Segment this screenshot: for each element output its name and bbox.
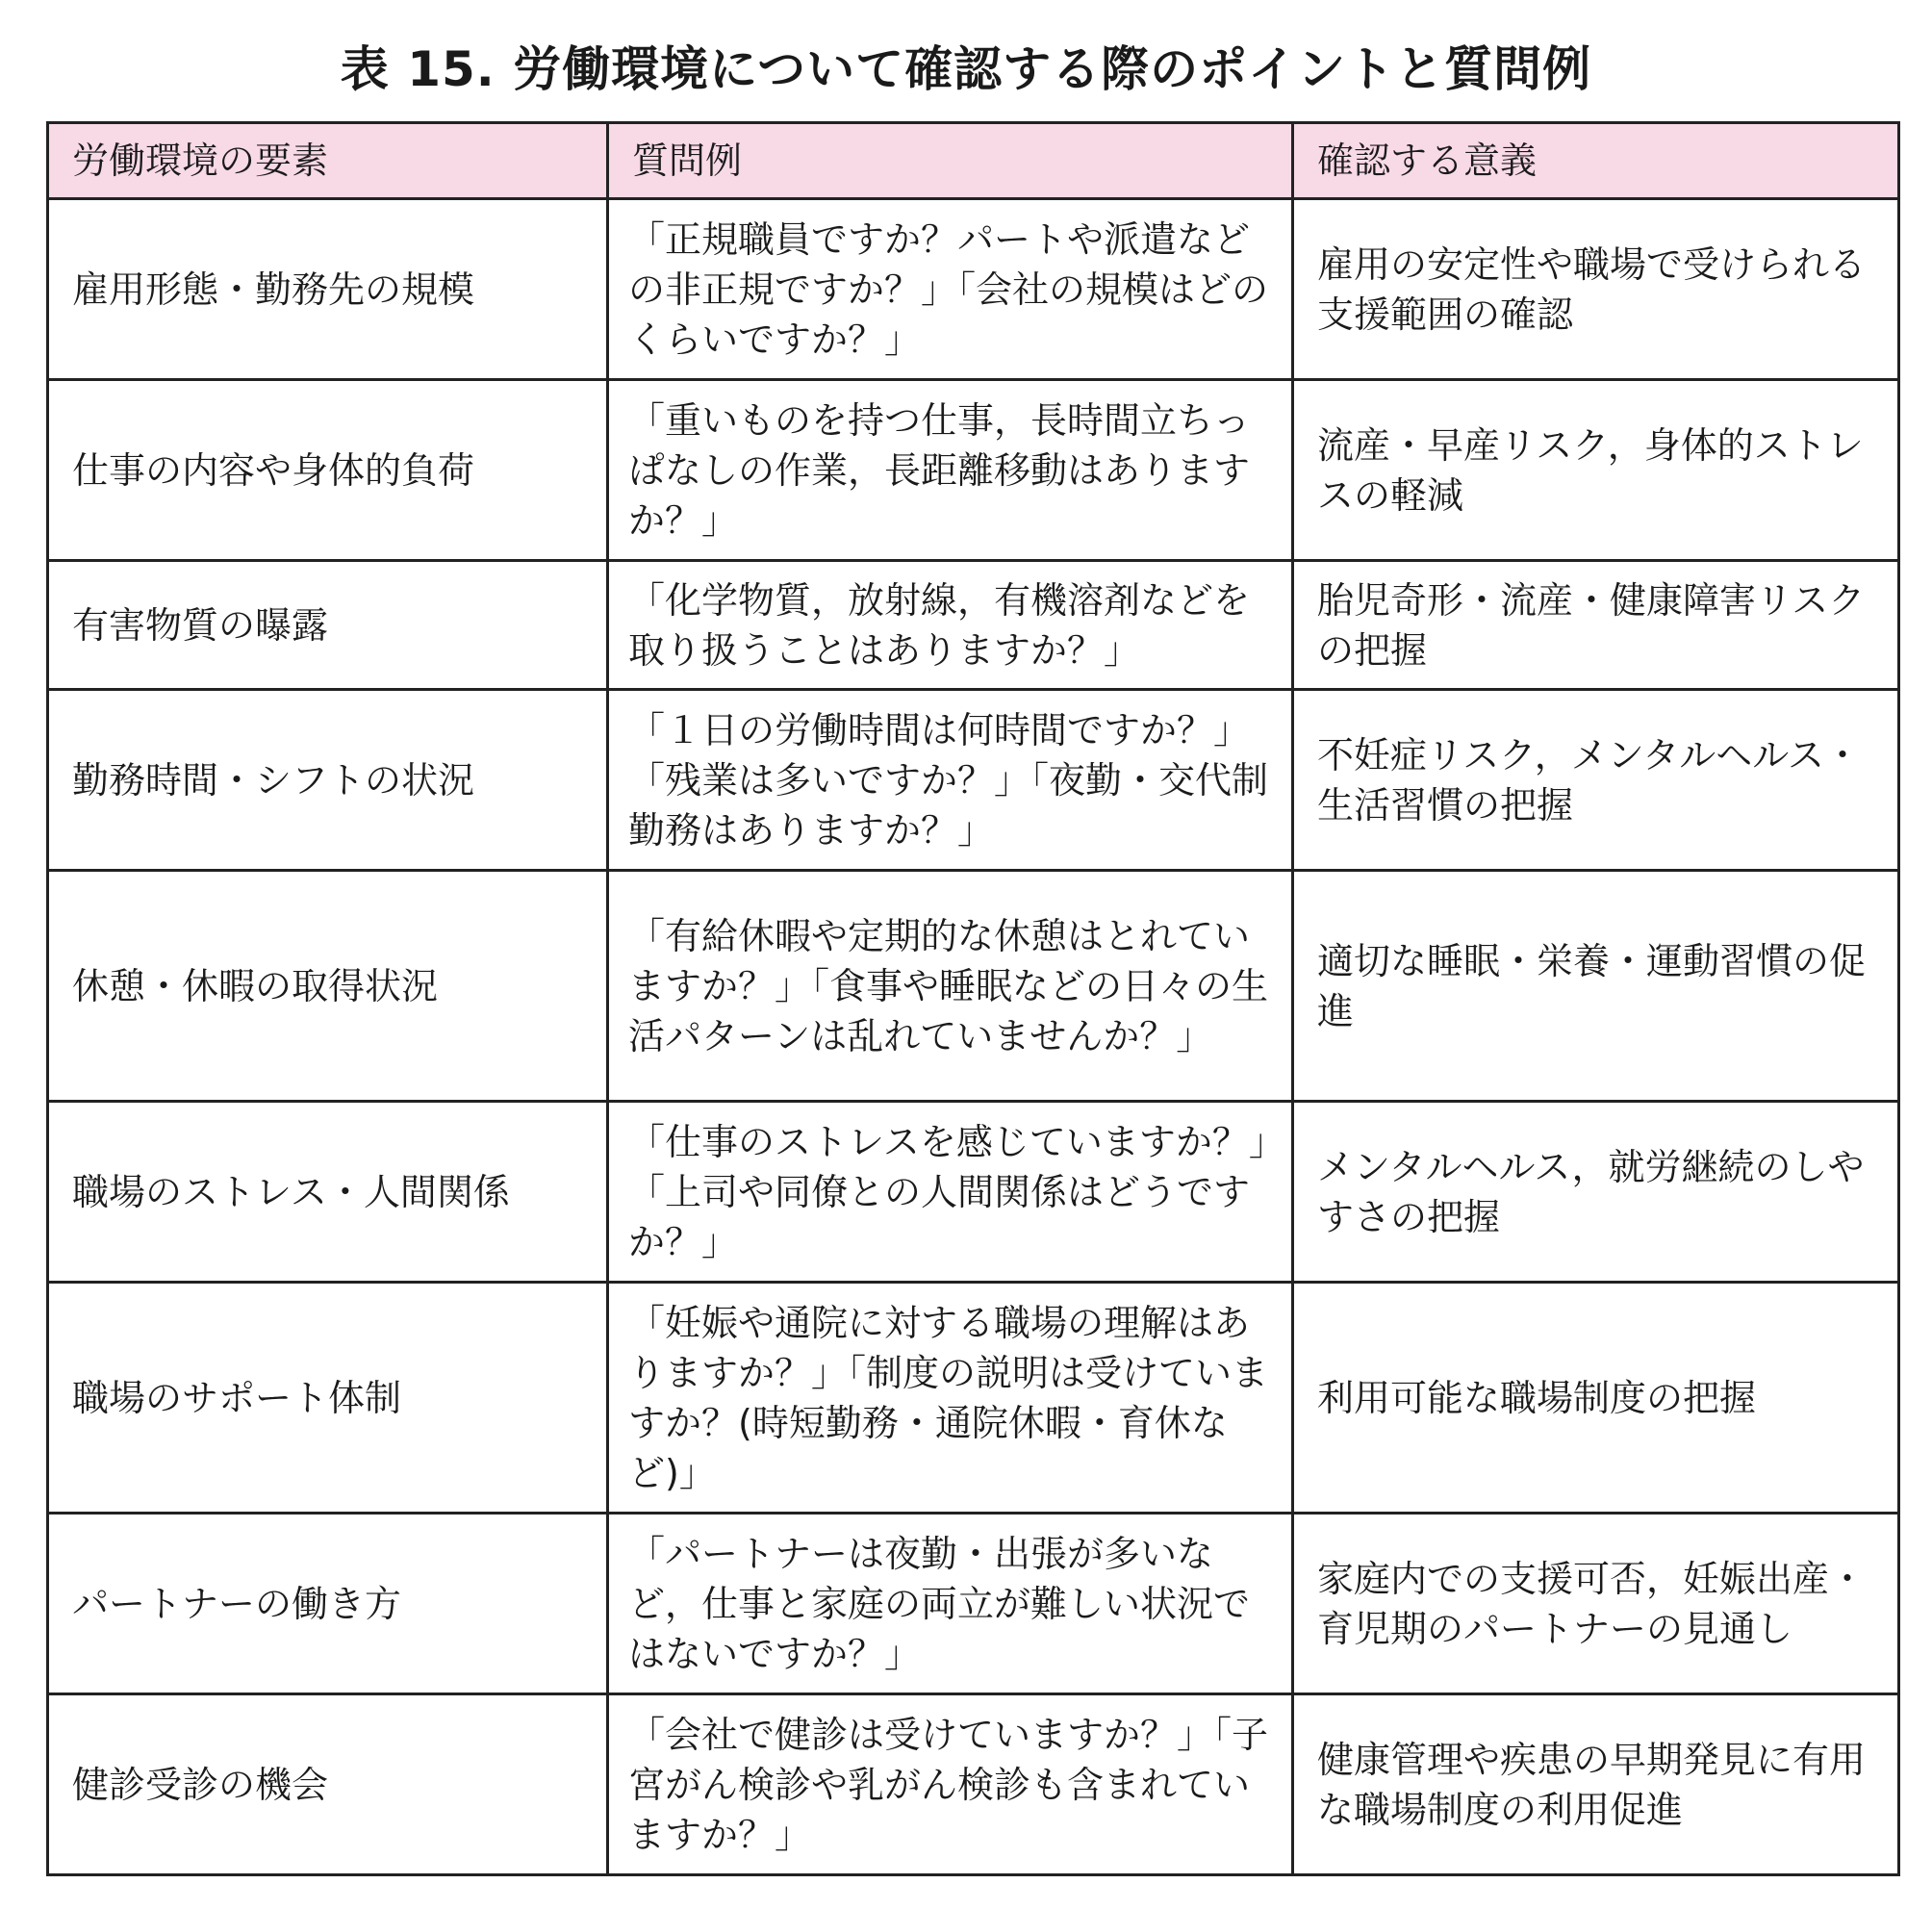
row-significance: 家庭内での支援可否，妊娠出産・育児期のパートナーの見通し xyxy=(1293,1514,1899,1694)
table-row xyxy=(48,871,1899,1102)
row-element: 仕事の内容や身体的負荷 xyxy=(48,380,608,561)
row-element: 休憩・休暇の取得状況 xyxy=(48,871,608,1102)
table-title: 表 15. 労働環境について確認する際のポイントと質問例 xyxy=(340,41,1592,97)
row-element: 職場のストレス・人間関係 xyxy=(48,1102,608,1283)
row-significance: メンタルヘルス，就労継続のしやすさの把握 xyxy=(1293,1102,1899,1283)
row-question: 「有給休暇や定期的な休憩はとれていますか？」「食事や睡眠などの日々の生活パターンは乱れていませんか？」 xyxy=(608,871,1293,1102)
table-row xyxy=(48,690,1899,871)
row-element: 雇用形態・勤務先の規模 xyxy=(48,199,608,380)
row-significance: 適切な睡眠・栄養・運動習慣の促進 xyxy=(1293,871,1899,1102)
work-environment-table xyxy=(46,121,1900,1876)
row-significance: 利用可能な職場制度の把握 xyxy=(1293,1283,1899,1514)
table-row xyxy=(48,1102,1899,1283)
row-question: 「妊娠や通院に対する職場の理解はありますか？」「制度の説明は受けていますか？(時短勤務・通院休暇・育休など)」 xyxy=(608,1283,1293,1514)
row-significance: 不妊症リスク，メンタルヘルス・生活習慣の把握 xyxy=(1293,690,1899,871)
row-question: 「仕事のストレスを感じていますか？」「上司や同僚との人間関係はどうですか？」 xyxy=(608,1102,1293,1283)
table-row xyxy=(48,199,1899,380)
table-row xyxy=(48,561,1899,690)
row-significance: 雇用の安定性や職場で受けられる支援範囲の確認 xyxy=(1293,199,1899,380)
table-row xyxy=(48,1283,1899,1514)
table-header-row xyxy=(48,123,1899,199)
row-element: 勤務時間・シフトの状況 xyxy=(48,690,608,871)
row-question: 「会社で健診は受けていますか？」「子宮がん検診や乳がん検診も含まれていますか？」 xyxy=(608,1694,1293,1875)
row-question: 「化学物質，放射線，有機溶剤などを取り扱うことはありますか？」 xyxy=(608,561,1293,690)
row-significance: 流産・早産リスク，身体的ストレスの軽減 xyxy=(1293,380,1899,561)
table-row xyxy=(48,380,1899,561)
table-row xyxy=(48,1514,1899,1694)
row-element: 職場のサポート体制 xyxy=(48,1283,608,1514)
row-question: 「１日の労働時間は何時間ですか？」「残業は多いですか？」「夜勤・交代制勤務はありますか？」 xyxy=(608,690,1293,871)
table-row xyxy=(48,1694,1899,1875)
row-question: 「正規職員ですか？パートや派遣などの非正規ですか？」「会社の規模はどのくらいですか？」 xyxy=(608,199,1293,380)
row-element: 健診受診の機会 xyxy=(48,1694,608,1875)
row-question: 「パートナーは夜勤・出張が多いなど，仕事と家庭の両立が難しい状況ではないですか？」 xyxy=(608,1514,1293,1694)
row-question: 「重いものを持つ仕事，長時間立ちっぱなしの作業，長距離移動はありますか？」 xyxy=(608,380,1293,561)
header-element: 労働環境の要素 xyxy=(48,123,608,199)
header-significance: 確認する意義 xyxy=(1293,123,1899,199)
row-significance: 健康管理や疾患の早期発見に有用な職場制度の利用促進 xyxy=(1293,1694,1899,1875)
row-significance: 胎児奇形・流産・健康障害リスクの把握 xyxy=(1293,561,1899,690)
header-question: 質問例 xyxy=(608,123,1293,199)
row-element: パートナーの働き方 xyxy=(48,1514,608,1694)
row-element: 有害物質の曝露 xyxy=(48,561,608,690)
